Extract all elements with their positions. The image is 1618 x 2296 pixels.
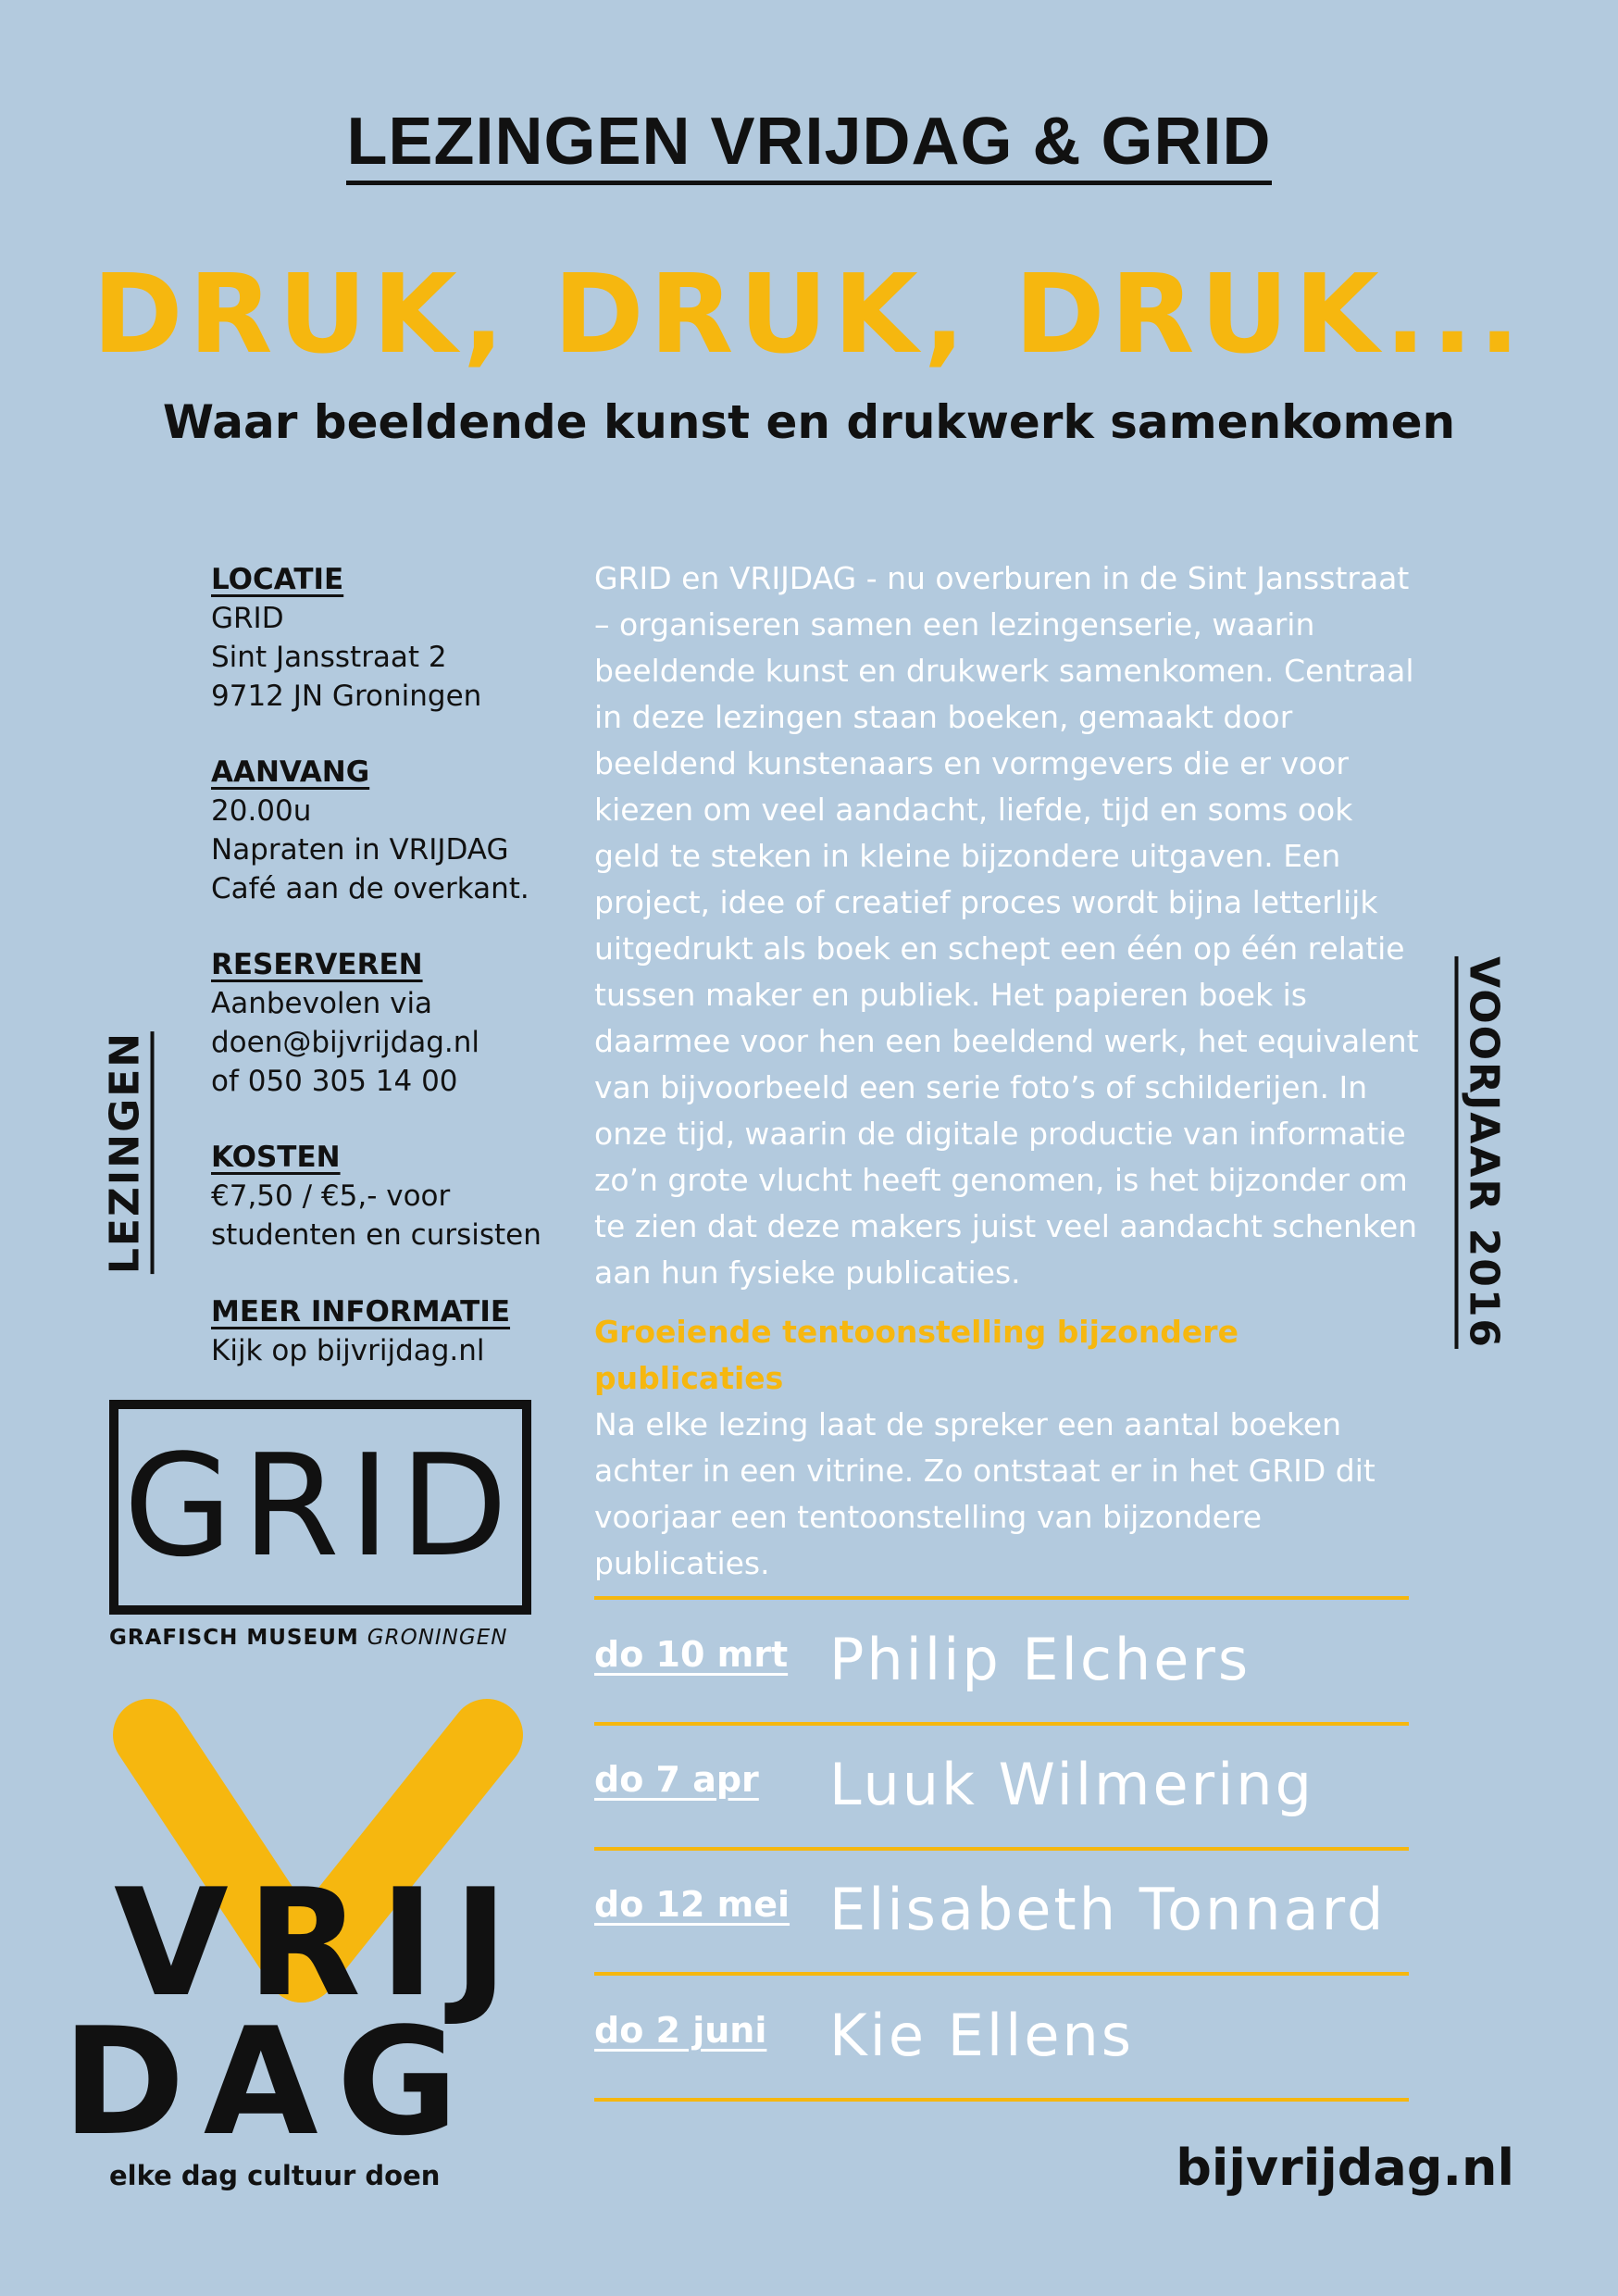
header — [0, 104, 1618, 180]
info-aanvang — [211, 753, 563, 908]
locatie-line: Sint Jansstraat 2 — [211, 641, 447, 674]
lecture-speaker: Elisabeth Tonnard — [829, 1876, 1387, 1943]
lecture-divider — [594, 1722, 1409, 1726]
grid-logo-subtitle — [109, 1626, 531, 1650]
exhibit-heading: Groeiende tentoonstelling bijzondere publicaties — [594, 1314, 1238, 1396]
lecture-date: do 2 juni — [594, 2010, 767, 2051]
lecture-date: do 12 mei — [594, 1884, 790, 1925]
locatie-line: GRID — [211, 602, 284, 635]
aanvang-line: Napraten in VRIJDAG — [211, 833, 509, 867]
header-title: LEZINGEN VRIJDAG & GRID — [346, 105, 1271, 185]
kosten-line: studenten en cursisten — [211, 1218, 541, 1252]
voorjaar-label: VOORJAAR 2016 — [1455, 956, 1508, 1349]
locatie-line: 9712 JN Groningen — [211, 680, 482, 713]
lecture-divider — [594, 1847, 1409, 1851]
vrijdag-logo — [62, 1689, 533, 2168]
lecture-speaker: Kie Ellens — [829, 2002, 1135, 2069]
exhibit-paragraph: Na elke lezing laat de spreker een aantal boeken achter in een vitrine. Zo ontstaat er in het GRID dit voorjaar een tentoonstelling van bijzondere publicaties. — [594, 1406, 1375, 1581]
meer-line[interactable]: Kijk op bijvrijdag.nl — [211, 1334, 485, 1367]
lecture-speaker: Philip Elchers — [829, 1626, 1251, 1693]
lezingen-label: LEZINGEN — [102, 1031, 155, 1274]
kosten-line: €7,50 / €5,- voor — [211, 1179, 451, 1213]
info-meer — [211, 1292, 563, 1370]
intro-paragraph: GRID en VRIJDAG - nu overburen in de Sint Jansstraat – organiseren samen een lezingenserie, waarin beeldende kunst en drukwerk samenkomen. Centraal in deze lezingen staan boeken, gemaakt door beeldend kunstenaars en vormgevers die er voor kiezen om veel aandacht, liefde, tijd en soms ook geld te steken in kleine bijzondere uitgaven. Een project, idee of creatief proces wordt bijna letterlijk uitgedrukt als boek en schept een één op één relatie tussen maker en publiek. Het papieren boek is daarmee voor hen een beeldend werk, het equivalent van bijvoorbeeld een serie foto’s of schilderijen. In onze tijd, waarin de digitale productie van informatie zo’n grote vlucht heeft genomen, is het bijzonder om te zien dat deze makers juist veel aandacht schenken aan hun fysieke publicaties. — [594, 560, 1419, 1291]
lecture-date: do 10 mrt — [594, 1634, 789, 1675]
vrijdag-tagline: elke dag cultuur doen — [109, 2160, 441, 2191]
vrijdag-logo-top: VRIJ — [113, 1856, 528, 2029]
grid-sub-main: GRAFISCH MUSEUM — [109, 1626, 359, 1650]
vrijdag-logo-bottom: DAG — [62, 1995, 477, 2168]
aanvang-line: 20.00u — [211, 794, 312, 828]
reserveren-phone: of 050 305 14 00 — [211, 1065, 458, 1098]
reserveren-heading: RESERVEREN — [211, 948, 423, 981]
side-label-right — [1444, 926, 1518, 1379]
subtitle: Waar beeldende kunst en drukwerk samenkomen — [162, 395, 1456, 449]
info-locatie — [211, 560, 563, 716]
website-link[interactable]: bijvrijdag.nl — [1176, 2139, 1514, 2197]
body-text — [594, 555, 1427, 1587]
info-reserveren — [211, 945, 563, 1101]
lecture-divider — [594, 1972, 1409, 1976]
lecture-date: do 7 apr — [594, 1759, 759, 1800]
reserveren-email[interactable]: doen@bijvrijdag.nl — [211, 1026, 480, 1059]
side-label-left — [91, 1018, 165, 1287]
reserveren-line: Aanbevolen via — [211, 987, 433, 1020]
grid-logo — [109, 1400, 531, 1615]
kosten-heading: KOSTEN — [211, 1141, 341, 1174]
grid-logo-text: GRID — [123, 1424, 517, 1588]
lecture-divider — [594, 2098, 1409, 2102]
aanvang-heading: AANVANG — [211, 755, 370, 789]
main-title: DRUK, DRUK, DRUK... — [92, 250, 1526, 378]
lecture-speaker: Luuk Wilmering — [829, 1751, 1314, 1818]
meer-heading: MEER INFORMATIE — [211, 1295, 511, 1329]
grid-sub-italic: GRONINGEN — [367, 1626, 508, 1650]
info-kosten — [211, 1138, 563, 1254]
lecture-divider — [594, 1596, 1409, 1600]
locatie-heading: LOCATIE — [211, 563, 344, 596]
aanvang-line: Café aan de overkant. — [211, 872, 529, 905]
